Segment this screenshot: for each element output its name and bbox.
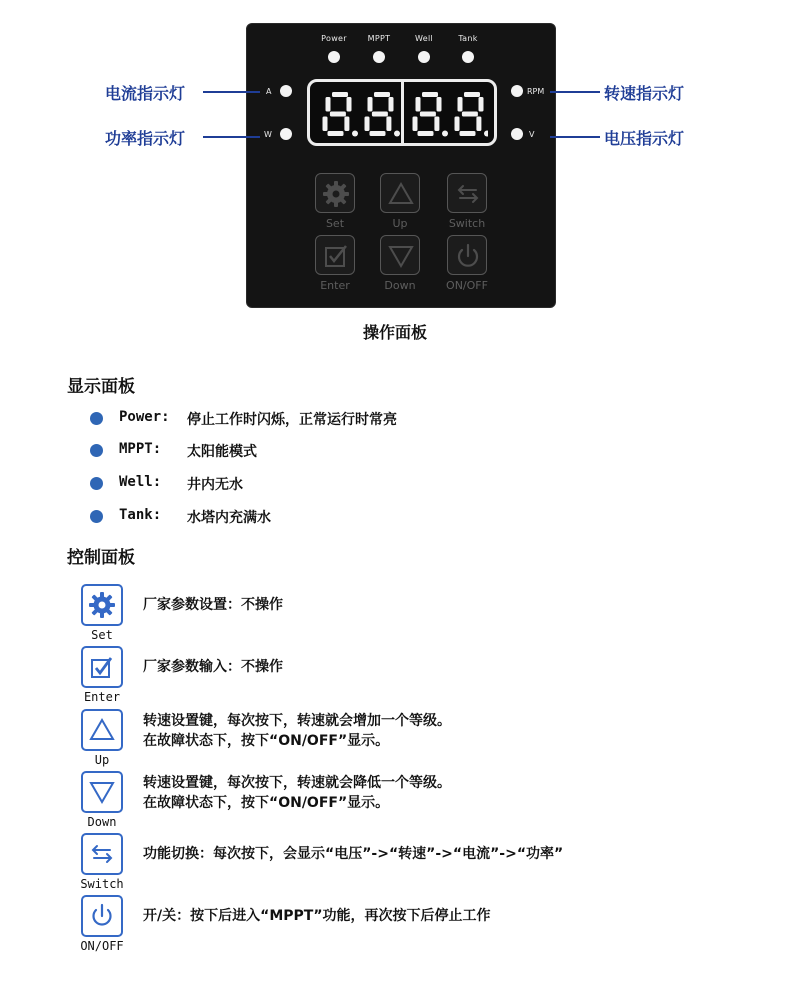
display-digits: [318, 89, 488, 139]
decimal-point: [484, 131, 488, 137]
description-line: 在故障状态下，按下“ON/OFF”显示。: [143, 795, 390, 811]
segment: [464, 92, 480, 97]
onoff-icon-button: [81, 895, 123, 937]
segment: [458, 97, 463, 112]
enter-button[interactable]: [315, 235, 355, 275]
segment: [462, 112, 478, 117]
panel-caption: 操作面板: [362, 323, 427, 342]
description-line: 开/关：按下后进入“MPPT”功能，再次按下后停止工作: [143, 908, 491, 924]
segment: [418, 131, 434, 136]
segment: [476, 117, 481, 132]
display-item-desc: 井内无水: [187, 477, 243, 493]
bullet-dot: [90, 477, 103, 490]
segment: [326, 97, 331, 112]
power-led: [328, 51, 340, 63]
rpm-led: [511, 85, 523, 97]
current-indicator-callout: 电流指示灯: [105, 84, 186, 103]
switch-button-label: Switch: [448, 217, 486, 230]
current-led: [280, 85, 292, 97]
onoff-label: ON/OFF: [80, 939, 124, 953]
voltage-led-label: V: [529, 130, 535, 139]
enter-description: [143, 657, 283, 677]
speed-indicator-callout: 转速指示灯: [604, 84, 685, 103]
segment: [370, 131, 386, 136]
decimal-point: [394, 131, 400, 137]
set-icon-button: [81, 584, 123, 626]
control-section-title: 控制面板: [67, 548, 135, 568]
segment: [422, 92, 438, 97]
switch-arrows-icon: [83, 835, 121, 873]
segment: [413, 117, 418, 132]
up-description: [143, 711, 451, 751]
down-button[interactable]: [380, 235, 420, 275]
current-callout-line: [203, 91, 260, 93]
display-section-title: 显示面板: [67, 377, 135, 397]
segment: [323, 117, 328, 132]
down-description: [143, 773, 451, 813]
bullet-dot: [90, 510, 103, 523]
up-label: Up: [94, 753, 110, 767]
mppt-led: [373, 51, 385, 63]
display-item-name: Tank:: [119, 507, 162, 523]
enter-icon-button: [81, 646, 123, 688]
switch-label: Switch: [80, 877, 124, 891]
speed-callout-line: [550, 91, 600, 93]
gear-icon: [83, 586, 121, 624]
voltage-indicator-callout: 电压指示灯: [604, 129, 685, 148]
up-icon-button: [81, 709, 123, 751]
display-item-name: MPPT:: [119, 441, 162, 457]
onoff-description: [143, 906, 491, 926]
tank-led: [462, 51, 474, 63]
segment: [416, 97, 421, 112]
well-indicator-label: Well: [414, 34, 433, 43]
power-icon: [448, 236, 488, 276]
tank-indicator: [438, 34, 498, 63]
set-label: Set: [91, 628, 113, 642]
power-icon: [83, 897, 121, 935]
enter-button-label: Enter: [320, 279, 350, 292]
switch-description: [143, 844, 563, 864]
mppt-indicator-label: MPPT: [367, 34, 391, 43]
down-button-label: Down: [384, 279, 416, 292]
triangle-up-icon: [83, 711, 121, 749]
segment: [368, 97, 373, 112]
segment: [372, 112, 388, 117]
down-icon-button: [81, 771, 123, 813]
gear-icon: [316, 174, 356, 214]
tank-indicator-label: Tank: [458, 34, 478, 43]
description-line: 在故障状态下，按下“ON/OFF”显示。: [143, 733, 390, 749]
up-button-label: Up: [392, 217, 408, 230]
segment: [460, 131, 476, 136]
triangle-down-icon: [381, 236, 421, 276]
segment: [420, 112, 436, 117]
down-label: Down: [87, 815, 117, 829]
onoff-button-label: ON/OFF: [446, 279, 488, 292]
triangle-down-icon: [83, 773, 121, 811]
voltage-led: [511, 128, 523, 140]
current-led-label: A: [266, 87, 272, 96]
segment: [365, 117, 370, 132]
onoff-button[interactable]: [447, 235, 487, 275]
segment: [389, 97, 394, 112]
decimal-point: [442, 131, 448, 137]
segment: [386, 117, 391, 132]
switch-button[interactable]: [447, 173, 487, 213]
description-line: 厂家参数设置：不操作: [143, 597, 283, 613]
wattage-led: [280, 128, 292, 140]
segment: [434, 117, 439, 132]
segment: [330, 112, 346, 117]
switch-icon-button: [81, 833, 123, 875]
well-led: [418, 51, 430, 63]
description-line: 转速设置键，每次按下，转速就会降低一个等级。: [143, 775, 451, 791]
segment: [332, 92, 348, 97]
segment: [347, 97, 352, 112]
description-line: 厂家参数输入：不操作: [143, 659, 283, 675]
set-button-label: Set: [325, 217, 345, 230]
description-line: 转速设置键，每次按下，转速就会增加一个等级。: [143, 713, 451, 729]
bullet-dot: [90, 412, 103, 425]
segment: [344, 117, 349, 132]
segment: [437, 97, 442, 112]
segment: [328, 131, 344, 136]
decimal-point: [352, 131, 358, 137]
display-item-desc: 停止工作时闪烁，正常运行时常亮: [187, 412, 397, 428]
segment: [479, 97, 484, 112]
set-button[interactable]: [315, 173, 355, 213]
power-indicator-label: Power: [321, 34, 347, 43]
power-indicator-callout: 功率指示灯: [105, 129, 186, 148]
segment: [455, 117, 460, 132]
description-line: 功能切换：每次按下，会显示“电压”->“转速”->“电流”->“功率”: [143, 846, 564, 862]
voltage-callout-line: [550, 136, 600, 138]
display-item-name: Power:: [119, 409, 170, 425]
bullet-dot: [90, 444, 103, 457]
checkbox-pen-icon: [83, 648, 121, 686]
control-panel: [246, 23, 556, 308]
switch-arrows-icon: [448, 174, 488, 214]
rpm-led-label: RPM: [527, 87, 545, 96]
power-led-label: W: [264, 130, 272, 139]
seven-segment-display: [307, 79, 497, 146]
display-item-desc: 太阳能模式: [187, 444, 257, 460]
set-description: [143, 595, 283, 615]
checkbox-pen-icon: [316, 236, 356, 276]
power-callout-line: [203, 136, 260, 138]
display-item-name: Well:: [119, 474, 162, 490]
enter-label: Enter: [83, 690, 121, 704]
display-item-desc: 水塔内充满水: [187, 510, 271, 526]
up-button[interactable]: [380, 173, 420, 213]
segment: [374, 92, 390, 97]
triangle-up-icon: [381, 174, 421, 214]
